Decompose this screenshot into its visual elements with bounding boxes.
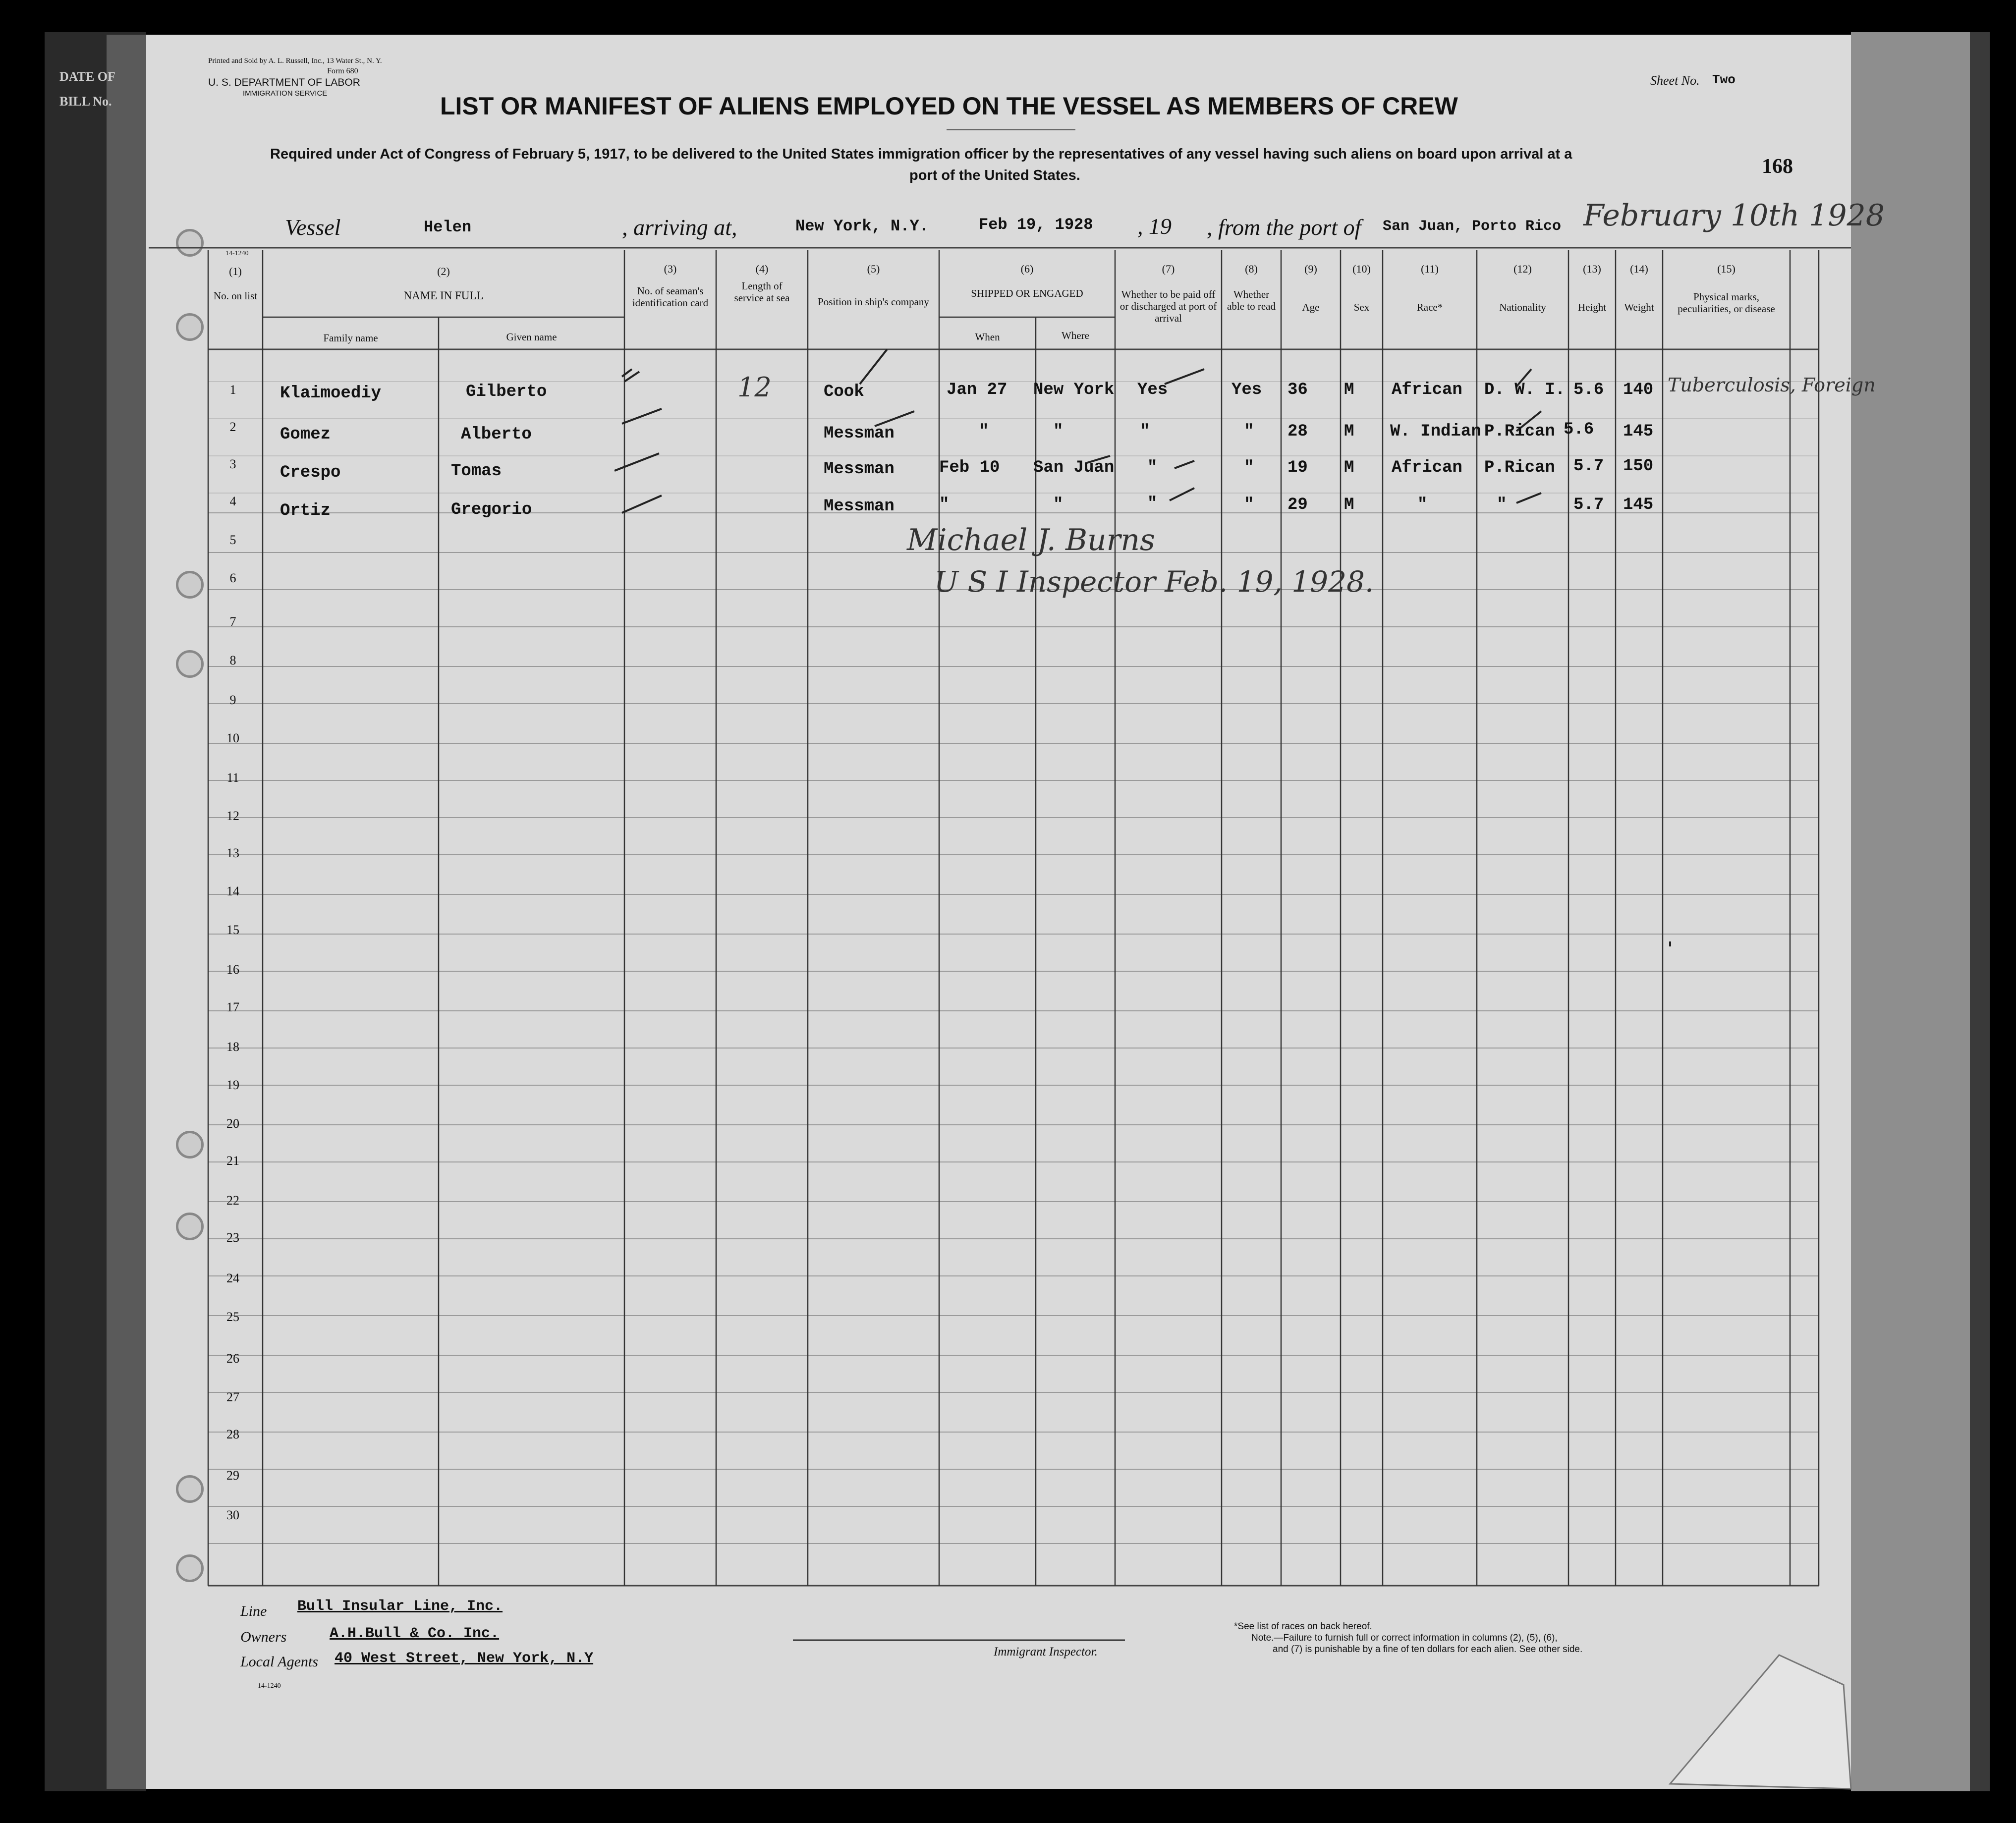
row-2-weight: 145 xyxy=(1623,422,1654,441)
row-number: 12 xyxy=(226,809,239,823)
row-number: 7 xyxy=(229,614,236,629)
row-4-family-name: Ortiz xyxy=(280,501,331,520)
row-3-sex: M xyxy=(1344,458,1354,477)
row-2-shipped-when: " xyxy=(979,422,989,441)
row-number: 1 xyxy=(229,383,236,397)
col-12-header: Nationality xyxy=(1499,301,1546,313)
row-2-given-name: Alberto xyxy=(461,425,532,444)
col-13-header: Height xyxy=(1577,301,1607,313)
col-2-header: NAME IN FULL xyxy=(403,289,484,302)
vessel-label: Vessel xyxy=(285,215,341,240)
row-number: 25 xyxy=(226,1310,239,1324)
col-11-header: Race* xyxy=(1416,301,1443,313)
row-2-shipped-where: " xyxy=(1053,422,1064,441)
page-title: LIST OR MANIFEST OF ALIENS EMPLOYED ON THE VESSEL AS MEMBERS OF CREW xyxy=(440,92,1458,120)
row-3-nationality: P.Rican xyxy=(1484,458,1555,477)
inspector-signature: Michael J. Burns xyxy=(907,523,1155,557)
row-number: 5 xyxy=(229,533,236,547)
penalty-note-line-1: Note.—Failure to furnish full or correct information in columns (2), (5), (6), xyxy=(1251,1633,1558,1643)
row-1-physical-marks: Tuberculosis, Foreign xyxy=(1668,374,1876,396)
sheet-label: Sheet No. xyxy=(1650,73,1700,88)
col-10-number: (10) xyxy=(1352,263,1371,275)
row-number: 10 xyxy=(226,731,239,745)
row-1-family-name: Klaimoediy xyxy=(280,384,382,403)
row-number: 14 xyxy=(226,884,239,898)
left-tab-date-label: DATE OF xyxy=(59,69,115,84)
row-4-shipped-where: " xyxy=(1053,496,1064,514)
row-1-shipped-where: New York xyxy=(1033,381,1115,399)
row-3-able-to-read: " xyxy=(1244,458,1254,477)
owners-label: Owners xyxy=(240,1629,287,1645)
row-2-sex: M xyxy=(1344,422,1354,441)
vessel-name: Helen xyxy=(424,218,472,236)
row-number: 16 xyxy=(226,962,239,977)
col-2b-header: Given name xyxy=(506,331,557,343)
footer-form-code: 14-1240 xyxy=(258,1682,281,1690)
row-4-paid-off: " xyxy=(1147,495,1158,513)
row-2-age: 28 xyxy=(1288,422,1308,441)
col-15-number: (15) xyxy=(1717,263,1736,275)
row-2-paid-off: " xyxy=(1140,422,1150,441)
row-3-shipped-where: San Juan xyxy=(1033,458,1115,477)
row-4-height: 5.7 xyxy=(1573,496,1604,514)
row-number: 6 xyxy=(229,571,236,585)
row-1-nationality: D. W. I. xyxy=(1484,381,1566,399)
row-number: 22 xyxy=(226,1193,239,1208)
agents-label: Local Agents xyxy=(240,1654,318,1670)
col-2-number: (2) xyxy=(437,265,450,277)
row-number: 13 xyxy=(226,846,239,860)
row-number: 26 xyxy=(226,1351,239,1366)
row-number: 24 xyxy=(226,1271,239,1285)
inspector-certification: U S I Inspector Feb. 19, 1928. xyxy=(934,565,1374,599)
row-1-race: African xyxy=(1392,381,1462,399)
col-7-number: (7) xyxy=(1162,263,1175,275)
row-number: 27 xyxy=(226,1390,239,1404)
row-4-able-to-read: " xyxy=(1244,496,1254,514)
col-13-number: (13) xyxy=(1583,263,1601,275)
col-3-header: No. of seaman's identification card xyxy=(632,285,709,309)
col-1-number: (1) xyxy=(229,265,242,277)
row-1-given-name: Gilberto xyxy=(466,383,547,401)
row-1-service-length: 12 xyxy=(737,372,772,403)
row-4-race: " xyxy=(1417,496,1428,514)
row-1-shipped-when: Jan 27 xyxy=(947,381,1008,399)
page-number: 168 xyxy=(1762,155,1793,178)
form-code: 14-1240 xyxy=(225,250,249,257)
row-number: 30 xyxy=(226,1508,239,1522)
arrival-date: Feb 19, 1928 xyxy=(979,216,1093,234)
row-1-paid-off: Yes xyxy=(1137,381,1168,399)
owners-value: A.H.Bull & Co. Inc. xyxy=(330,1625,500,1642)
row-number: 29 xyxy=(226,1468,239,1483)
col-4-header: Length of service at sea xyxy=(734,280,790,304)
department-name: U. S. DEPARTMENT OF LABOR xyxy=(208,77,360,88)
sheet-value: Two xyxy=(1712,72,1736,87)
line-value: Bull Insular Line, Inc. xyxy=(297,1598,503,1615)
row-4-nationality: " xyxy=(1497,496,1507,514)
row-number: 20 xyxy=(226,1116,239,1131)
row-number: 15 xyxy=(226,923,239,937)
service-name: IMMIGRATION SERVICE xyxy=(243,89,328,98)
row-2-able-to-read: " xyxy=(1244,422,1254,441)
row-3-given-name: Tomas xyxy=(451,462,502,481)
row-2-family-name: Gomez xyxy=(280,425,331,444)
row-4-age: 29 xyxy=(1288,496,1308,514)
row-number: 19 xyxy=(226,1078,239,1092)
immigrant-inspector-label: Immigrant Inspector. xyxy=(994,1645,1098,1658)
col-9-header: Age xyxy=(1302,301,1320,313)
row-number: 11 xyxy=(226,771,239,785)
col-6b-header: Where xyxy=(1062,330,1089,341)
departure-port: San Juan, Porto Rico xyxy=(1383,218,1562,235)
row-2-nationality: P.Rican xyxy=(1484,422,1555,441)
row-4-sex: M xyxy=(1344,496,1354,514)
col-4-number: (4) xyxy=(755,263,769,275)
row-3-family-name: Crespo xyxy=(280,463,341,482)
row-1-age: 36 xyxy=(1288,381,1308,399)
row-number: 9 xyxy=(229,693,236,707)
col-2a-header: Family name xyxy=(323,332,378,344)
col-8-header: Whether able to read xyxy=(1227,288,1276,312)
subtitle-line-1: Required under Act of Congress of February 5, 1917, to be delivered to the United States immigration officer by the representatives of any vessel having such aliens on board upon arrival at a xyxy=(270,146,1572,162)
row-3-height: 5.7 xyxy=(1573,457,1604,476)
row-number: 23 xyxy=(226,1230,239,1245)
subtitle-line-2: port of the United States. xyxy=(909,167,1080,183)
row-1-height: 5.6 xyxy=(1573,381,1604,399)
col-6-header: SHIPPED OR ENGAGED xyxy=(971,287,1083,299)
row-1-weight: 140 xyxy=(1623,381,1654,399)
col-5-number: (5) xyxy=(867,263,880,275)
left-tab-bill-label: BILL No. xyxy=(59,94,112,109)
row-3-shipped-when: Feb 10 xyxy=(939,458,1000,477)
col-5-header: Position in ship's company xyxy=(818,296,929,308)
handwritten-departure-date: February 10th 1928 xyxy=(1583,198,1885,233)
row-4-weight: 145 xyxy=(1623,496,1654,514)
row-3-paid-off: " xyxy=(1147,458,1158,477)
form-number: Form 680 xyxy=(327,67,358,75)
row-number: 17 xyxy=(226,1000,239,1014)
row-4-shipped-when: " xyxy=(939,496,950,514)
agents-value: 40 West Street, New York, N.Y xyxy=(335,1650,594,1667)
row-number: 28 xyxy=(226,1427,239,1441)
row-3-race: African xyxy=(1392,458,1462,477)
row-1-position: Cook xyxy=(824,383,864,401)
from-port-label: , from the port of xyxy=(1207,215,1361,240)
row-3-position: Messman xyxy=(824,460,895,479)
col-14-header: Weight xyxy=(1624,301,1654,313)
row-number: 18 xyxy=(226,1040,239,1054)
col-12-number: (12) xyxy=(1513,263,1532,275)
line-label: Line xyxy=(240,1603,267,1619)
row-3-weight: 150 xyxy=(1623,457,1654,476)
row-1-sex: M xyxy=(1344,381,1354,399)
row-2-race: W. Indian xyxy=(1390,422,1481,441)
row-1-able-to-read: Yes xyxy=(1232,381,1262,399)
row-2-height: 5.6 xyxy=(1564,420,1594,439)
row-number: 3 xyxy=(229,457,236,471)
row-4-position: Messman xyxy=(824,497,895,516)
row-4-given-name: Gregorio xyxy=(451,500,532,519)
col-9-number: (9) xyxy=(1304,263,1317,275)
row-number: 4 xyxy=(229,494,236,508)
row-2-position: Messman xyxy=(824,424,895,443)
arriving-label: , arriving at, xyxy=(622,215,737,240)
col-1-header: No. on list xyxy=(213,290,258,302)
row-number: 21 xyxy=(226,1154,239,1168)
col-15-header: Physical marks, peculiarities, or disease xyxy=(1678,291,1775,315)
printer-credit: Printed and Sold by A. L. Russell, Inc., 13 Water St., N. Y. xyxy=(208,57,382,65)
year-label: , 19 xyxy=(1137,214,1172,239)
col-14-number: (14) xyxy=(1630,263,1648,275)
col-6a-header: When xyxy=(975,331,1000,343)
row-3-age: 19 xyxy=(1288,458,1308,477)
penalty-note-line-2: and (7) is punishable by a fine of ten dollars for each alien. See other side. xyxy=(1273,1644,1583,1655)
arriving-port: New York, N.Y. xyxy=(795,217,929,235)
row-number: 2 xyxy=(229,420,236,434)
row-number: 8 xyxy=(229,653,236,667)
col-10-header: Sex xyxy=(1353,301,1370,313)
col-6-number: (6) xyxy=(1020,263,1034,275)
col-11-number: (11) xyxy=(1421,263,1439,275)
col-7-header: Whether to be paid off or discharged at port of arrival xyxy=(1120,288,1217,324)
races-note: *See list of races on back hereof. xyxy=(1234,1621,1372,1632)
col-8-number: (8) xyxy=(1245,263,1258,275)
col-3-number: (3) xyxy=(664,263,677,275)
